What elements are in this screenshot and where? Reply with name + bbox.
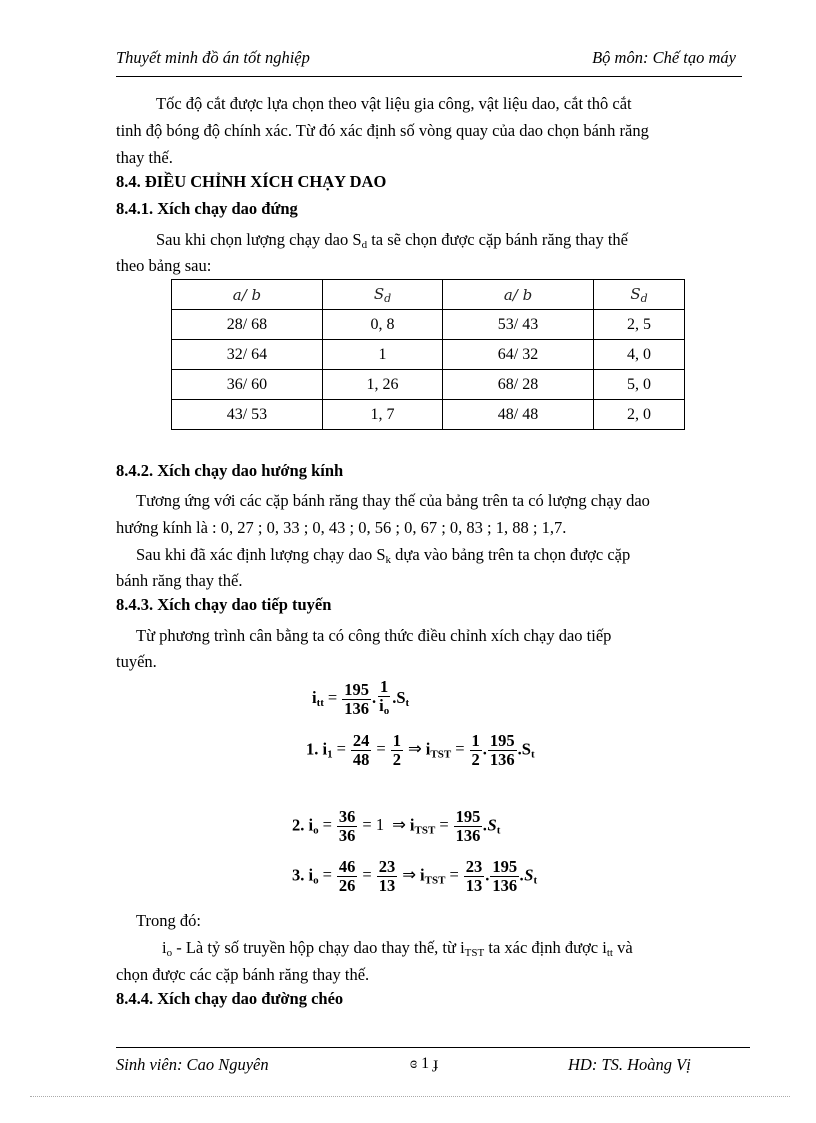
s842-p2-line-2: bánh răng thay thế.: [116, 571, 243, 590]
table-header-cell: a/ b: [443, 280, 594, 310]
section-8-4-3-title: 8.4.3. Xích chạy dao tiếp tuyến: [116, 595, 332, 614]
table-header-cell: $S_d$: [593, 280, 684, 310]
intro-line-2: tinh độ bóng độ chính xác. Từ đó xác định số vòng quay của dao chọn bánh răng: [116, 121, 649, 140]
table-header-cell: $S_d$: [322, 280, 442, 310]
notes-line-2: chọn được các cặp bánh răng thay thế.: [116, 965, 370, 984]
s841-paragraph-line-2: theo bảng sau:: [116, 256, 212, 275]
s841-paragraph-line-1: Sau khi chọn lượng chạy dao $S_d$ ta sẽ chọn được cặp bánh răng thay thế: [156, 230, 629, 251]
formula-2: 2. $i_o$ = $\frac{36}{36}$ = 1 ⇒ $i_{TST}$ = $\frac{195}{136}$ $.S_t$: [292, 807, 501, 845]
s842-p1-line-2: hướng kính là : 0, 27 ; 0, 33 ; 0, 43 ; 0, 56 ; 0, 67 ; 0, 83 ; 1, 88 ; 1,7.: [116, 518, 567, 537]
s843-line-1: Từ phương trình cân bằng ta có công thức điều chỉnh xích chạy dao tiếp: [136, 626, 612, 645]
footer-right: HD: TS. Hoàng Vị: [568, 1055, 691, 1074]
section-8-4-title: 8.4. ĐIỀU CHỈNH XÍCH CHẠY DAO: [116, 172, 387, 191]
table-header-row: [172, 280, 685, 310]
section-8-4-1-title: 8.4.1. Xích chạy dao đứng: [116, 199, 298, 218]
footer-rule: [116, 1047, 750, 1048]
table-header-cell: a/ b: [172, 280, 323, 310]
notes-line-1: $i_o$ - Là tỷ số truyền hộp chạy dao thay thế, từ $i_{TST}$ ta xác định được $i_{tt}$ và: [162, 938, 633, 959]
table-row: 43/ 53 1, 7 48/ 48 2, 0: [172, 400, 685, 430]
trong-do-label: Trong đó:: [136, 911, 201, 930]
page-number: ɞ 1 ɟ: [410, 1055, 439, 1072]
page-bottom-divider: [30, 1096, 790, 1097]
section-8-4-4-title: 8.4.4. Xích chạy dao đường chéo: [116, 989, 344, 1008]
s842-p2-line-1: Sau khi đã xác định lượng chạy dao $S_k$ dựa vào bảng trên ta chọn được cặp: [136, 545, 631, 566]
table-row: 36/ 60 1, 26 68/ 28 5, 0: [172, 370, 685, 400]
s843-line-2: tuyến.: [116, 652, 157, 671]
formula-3: 3. $i_o$ = $\frac{46}{26}$ = $\frac{23}{13}$ ⇒ $i_{TST}$ = $\frac{23}{13}$ . $\frac{195}{136}$ $.S_t$: [292, 857, 538, 895]
header-rule: [116, 76, 742, 77]
header-right: Bộ môn: Chế tạo máy: [592, 48, 736, 67]
table-row: 28/ 68 0, 8 53/ 43 2, 5: [172, 310, 685, 340]
header-left: Thuyết minh đồ án tốt nghiệp: [116, 48, 310, 67]
page-header: [116, 48, 736, 68]
section-8-4-2-title: 8.4.2. Xích chạy dao hướng kính: [116, 461, 344, 480]
s842-p1-line-1: Tương ứng với các cặp bánh răng thay thế của bảng trên ta có lượng chạy dao: [136, 491, 650, 510]
formula-itt: $i_{tt}$ = $\frac{195}{136}$ . $\frac{1}{i_o}$ $.S_t$: [312, 677, 410, 718]
intro-line-1: Tốc độ cắt được lựa chọn theo vật liệu gia công, vật liệu dao, cắt thô cắt: [156, 94, 632, 113]
intro-line-3: thay thế.: [116, 148, 173, 167]
gear-table: [171, 279, 685, 430]
formula-1: 1. $i_1$ = $\frac{24}{48}$ = $\frac{1}{2}$ ⇒ $i_{TST}$ = $\frac{1}{2}$ . $\frac{195}{136}$ $.S_t$: [306, 731, 535, 769]
table-row: 32/ 64 1 64/ 32 4, 0: [172, 340, 685, 370]
footer-left: Sinh viên: Cao Nguyên: [116, 1055, 269, 1074]
